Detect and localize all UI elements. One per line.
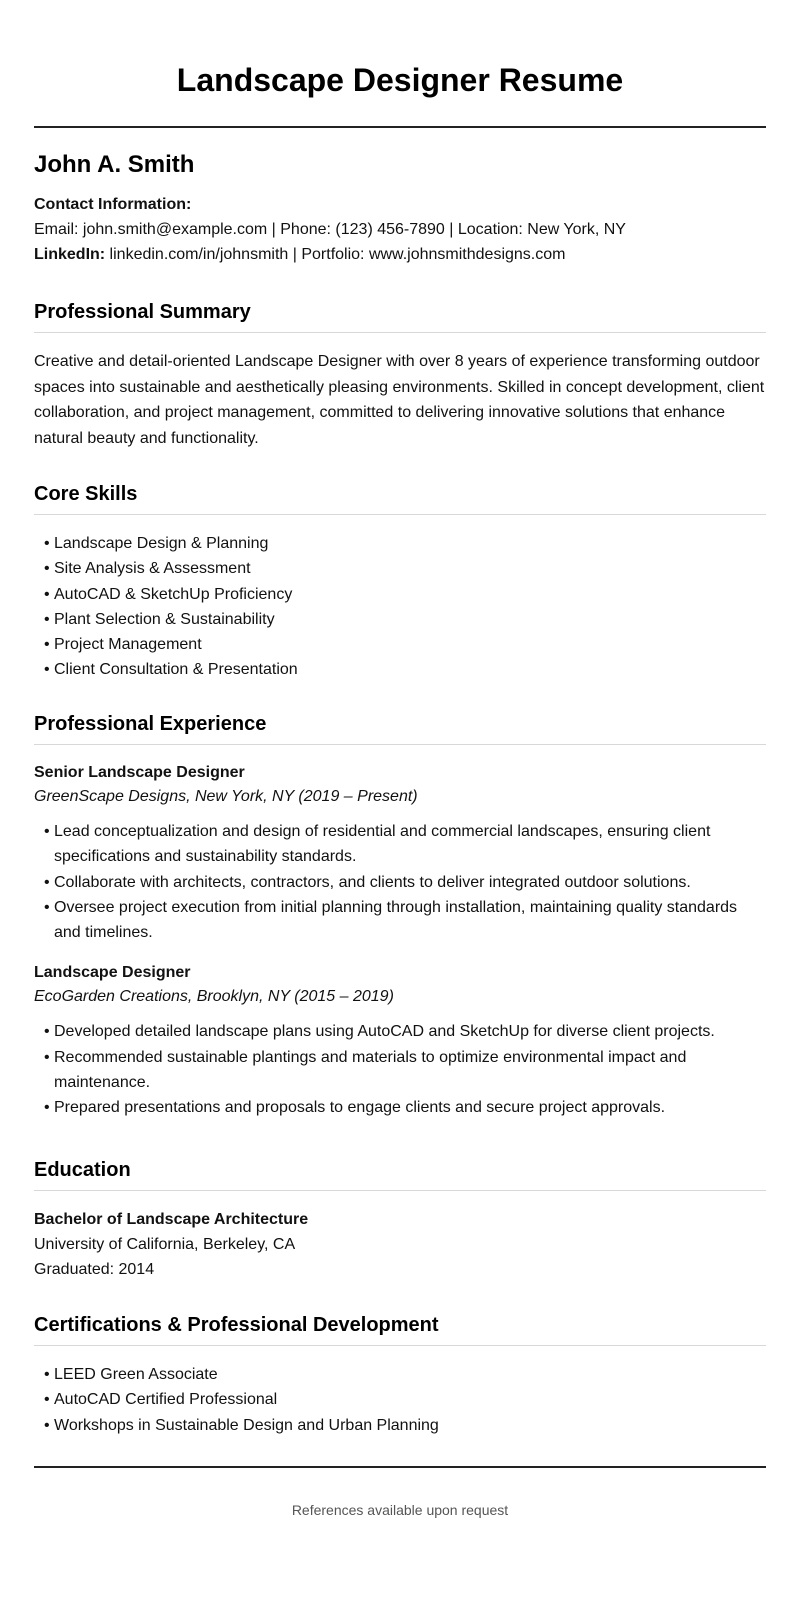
bullet-icon: • xyxy=(44,1366,50,1383)
section-heading-certifications: Certifications & Professional Development xyxy=(34,1314,439,1336)
contact-line-1: Email: john.smith@example.com | Phone: (123) 456-7890 | Location: New York, NY xyxy=(34,221,626,238)
job-title: Landscape Designer xyxy=(34,964,191,982)
job-organization: GreenScape Designs, New York, NY (2019 – Present) xyxy=(34,788,418,805)
section-divider xyxy=(34,1190,766,1191)
list-item: • Oversee project execution from initial planning through installation, maintaining quality standards and timelines. xyxy=(44,895,766,946)
list-item: • Developed detailed landscape plans using AutoCAD and SketchUp for diverse client projects. xyxy=(44,1019,766,1044)
bullet-icon: • xyxy=(44,823,50,840)
job-bullets xyxy=(34,819,766,945)
graduation-year: Graduated: 2014 xyxy=(34,1261,155,1278)
skills-list xyxy=(34,531,766,683)
section-divider xyxy=(34,744,766,745)
contact-block xyxy=(34,150,766,267)
list-item: • Client Consultation & Presentation xyxy=(44,657,766,682)
linkedin-label: LinkedIn: xyxy=(34,246,106,263)
list-item: • Lead conceptualization and design of residential and commercial landscapes, ensuring client specifications and sustainability standards. xyxy=(44,819,766,870)
certifications-section xyxy=(34,1313,766,1438)
job-entry xyxy=(34,961,766,1120)
summary-text: Creative and detail-oriented Landscape Designer with over 8 years of experience transforming outdoor spaces into sustainable and aesthetically pleasing environments. Skilled in concept development, client collaboration, and project management, committed to delivering innovative solutions that enhance natural beauty and functionality. xyxy=(34,353,765,447)
bullet-icon: • xyxy=(44,1416,50,1434)
list-item: • Collaborate with architects, contractors, and clients to deliver integrated outdoor solutions. xyxy=(44,870,766,895)
bullet-icon: • xyxy=(44,535,50,552)
list-item: • AutoCAD & SketchUp Proficiency xyxy=(44,582,766,607)
section-heading-experience: Professional Experience xyxy=(34,713,267,735)
job-bullets xyxy=(34,1019,766,1120)
education-section xyxy=(34,1158,766,1282)
bullet-icon: • xyxy=(44,636,50,654)
bullet-icon: • xyxy=(44,1023,50,1041)
bullet-icon: • xyxy=(44,610,50,628)
list-item: • Project Management xyxy=(44,632,766,657)
list-item: • Landscape Design & Planning xyxy=(44,531,766,556)
certifications-list xyxy=(34,1362,766,1438)
section-heading-skills: Core Skills xyxy=(34,483,138,505)
school: University of California, Berkeley, CA xyxy=(34,1236,296,1253)
bullet-icon: • xyxy=(44,661,50,679)
bullet-icon: • xyxy=(44,1048,50,1066)
bullet-icon: • xyxy=(44,560,50,578)
bullet-icon: • xyxy=(44,585,50,603)
section-heading-education: Education xyxy=(34,1159,131,1181)
list-item: • Plant Selection & Sustainability xyxy=(44,607,766,632)
bullet-icon: • xyxy=(44,898,50,916)
section-divider xyxy=(34,514,766,515)
job-organization: EcoGarden Creations, Brooklyn, NY (2015 – 2019) xyxy=(34,988,394,1006)
list-item: • AutoCAD Certified Professional xyxy=(44,1387,766,1412)
job-title: Senior Landscape Designer xyxy=(34,764,245,781)
footer-divider xyxy=(34,1466,766,1468)
degree: Bachelor of Landscape Architecture xyxy=(34,1211,309,1228)
contact-line-2 xyxy=(34,242,766,267)
summary-section xyxy=(34,300,766,451)
bullet-icon: • xyxy=(44,1099,50,1117)
contact-heading: Contact Information: xyxy=(34,196,192,213)
experience-section xyxy=(34,712,766,1121)
footer-note: References available upon request xyxy=(291,1502,509,1518)
candidate-name: John A. Smith xyxy=(34,151,195,178)
section-divider xyxy=(34,332,766,333)
list-item: • Prepared presentations and proposals to engage clients and secure project approvals. xyxy=(44,1095,766,1120)
section-divider xyxy=(34,1345,766,1346)
section-heading-summary: Professional Summary xyxy=(34,301,251,323)
document-title: Landscape Designer Resume xyxy=(176,62,624,98)
job-entry xyxy=(34,761,766,945)
bullet-icon: • xyxy=(44,873,50,891)
list-item: • Site Analysis & Assessment xyxy=(44,556,766,581)
list-item: • LEED Green Associate xyxy=(44,1362,766,1387)
contact-line-2-text: linkedin.com/in/johnsmith | Portfolio: www.johnsmithdesigns.com xyxy=(105,246,566,263)
skills-section xyxy=(34,482,766,683)
title-divider xyxy=(34,126,766,128)
list-item: • Recommended sustainable plantings and materials to optimize environmental impact and maintenance. xyxy=(44,1045,766,1096)
list-item: • Workshops in Sustainable Design and Urban Planning xyxy=(44,1413,766,1438)
bullet-icon: • xyxy=(44,1391,50,1409)
footer xyxy=(34,1466,766,1520)
